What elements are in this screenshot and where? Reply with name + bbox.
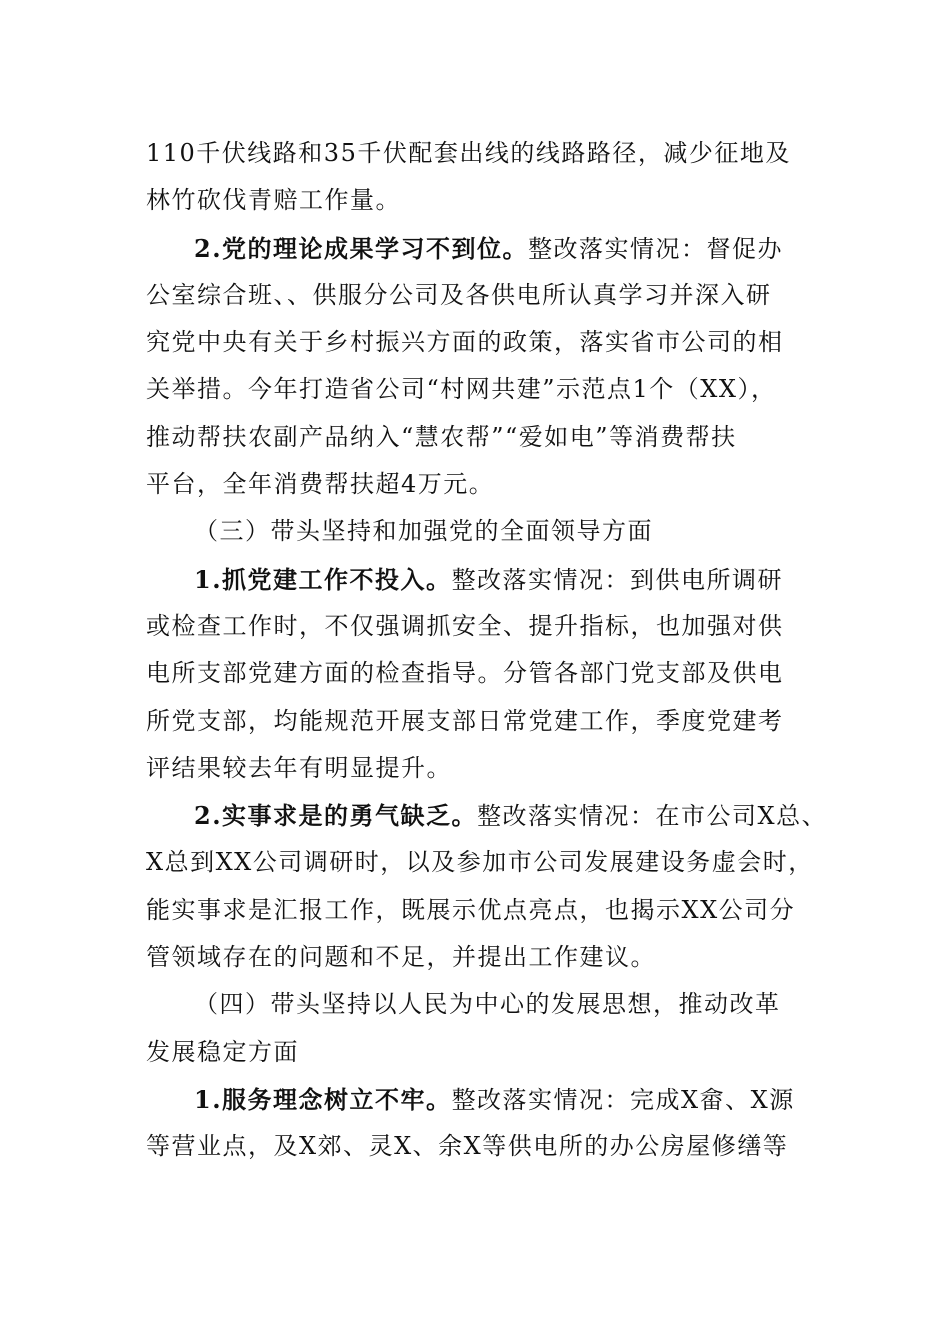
item-heading-line <box>146 1076 806 1123</box>
paragraph-line <box>146 839 814 886</box>
line-text: 等营业点，及X郊、灵X、余X等供电所的办公房屋修缮等 <box>146 1132 789 1161</box>
paragraph-line <box>146 650 806 697</box>
paragraph-line <box>146 698 806 745</box>
paragraph-line <box>146 319 806 366</box>
item-title: 2.实事求是的勇气缺乏。 <box>194 801 478 831</box>
paragraph-line <box>146 745 806 792</box>
paragraph-line <box>146 603 806 650</box>
line-text: 电所支部党建方面的检查指导。分管各部门党支部及供电 <box>146 659 784 688</box>
paragraph-line <box>146 272 806 319</box>
paragraph-line <box>146 1123 806 1170</box>
line-text: 能实事求是汇报工作，既展示优点亮点，也揭示XX公司分 <box>146 895 796 924</box>
line-text: 110千伏线路和35千伏配套出线的线路路径，减少征地及 <box>146 139 791 167</box>
paragraph-line <box>146 366 806 413</box>
section-heading-continuation <box>146 1029 806 1076</box>
paragraph-line <box>146 887 806 934</box>
line-text: 整改落实情况：完成X畲、X源 <box>451 1085 795 1114</box>
item-title: 2.党的理论成果学习不到位。 <box>194 233 529 263</box>
paragraph-line <box>146 177 806 224</box>
section-title: 发展稳定方面 <box>146 1037 299 1066</box>
line-text: 管领域存在的问题和不足，并提出工作建议。 <box>146 943 656 972</box>
item-title: 1.服务理念树立不牢。 <box>194 1084 452 1114</box>
section-title: （三）带头坚持和加强党的全面领导方面 <box>194 517 653 546</box>
document-body <box>146 130 828 1171</box>
line-text: 整改落实情况：到供电所调研 <box>451 565 784 594</box>
line-text: 究党中央有关于乡村振兴方面的政策，落实省市公司的相 <box>146 328 784 357</box>
line-text: 平台，全年消费帮扶超4万元。 <box>146 470 495 499</box>
section-heading <box>146 981 806 1028</box>
item-title: 1.抓党建工作不投入。 <box>194 564 452 594</box>
line-text: 评结果较去年有明显提升。 <box>146 753 452 782</box>
line-text: 或检查工作时，不仅强调抓安全、提升指标，也加强对供 <box>146 611 784 640</box>
section-title: （四）带头坚持以人民为中心的发展思想，推动改革 <box>194 990 781 1019</box>
item-heading-line <box>146 556 806 603</box>
line-text: 所党支部，均能规范开展支部日常党建工作，季度党建考 <box>146 706 784 735</box>
paragraph-line <box>146 130 806 177</box>
line-text: X总到XX公司调研时，以及参加市公司发展建设务虚会时， <box>146 848 814 877</box>
item-heading-line <box>146 792 828 839</box>
line-text: 公室综合班、、供服分公司及各供电所认真学习并深入研 <box>146 280 772 309</box>
line-text: 推动帮扶农副产品纳入“慧农帮”“爱如电”等消费帮扶 <box>146 422 737 451</box>
item-heading-line <box>146 225 806 272</box>
paragraph-line <box>146 461 806 508</box>
line-text: 整改落实情况：督促办 <box>528 234 784 263</box>
paragraph-line <box>146 414 806 461</box>
paragraph-line <box>146 934 806 981</box>
line-text: 整改落实情况：在市公司X总、 <box>477 802 828 831</box>
line-text: 林竹砍伐青赔工作量。 <box>146 186 401 215</box>
line-text: 关举措。今年打造省公司“村网共建”示范点1个（XX）， <box>146 375 777 404</box>
section-heading <box>146 508 806 555</box>
